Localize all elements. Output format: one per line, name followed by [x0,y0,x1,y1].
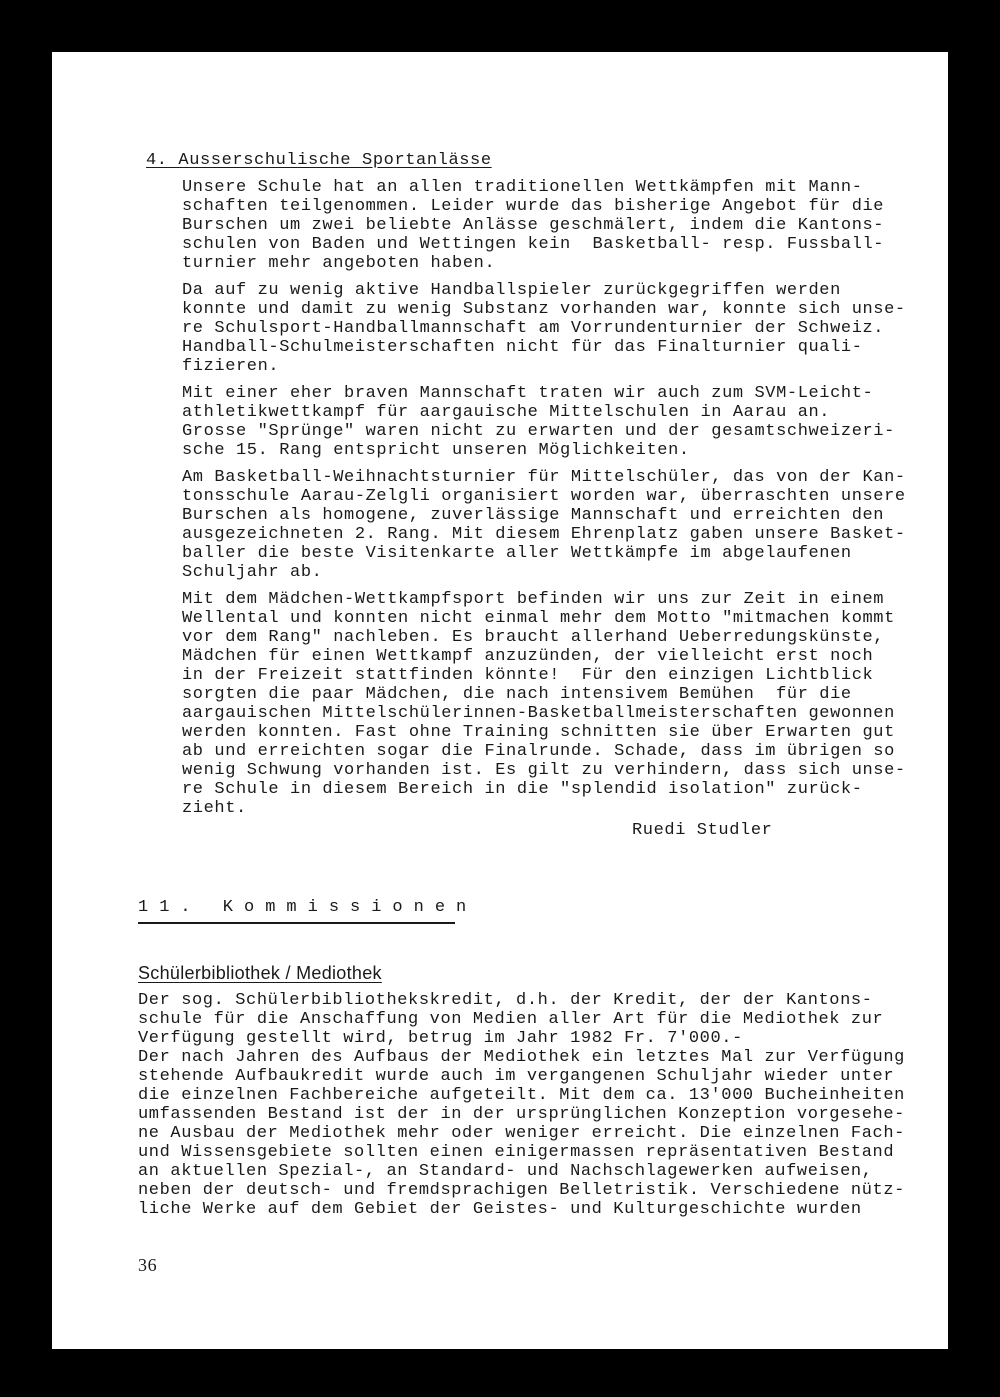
text-line: schule für die Anschaffung von Medien aller Art für die Mediothek zur [138,1010,884,1029]
text-line: tonsschule Aarau-Zelgli organisiert worden war, überraschten unsere [182,487,906,506]
text-line: vor dem Rang" nachleben. Es braucht allerhand Ueberredungskünste, [182,628,885,647]
text-line: turnier mehr angeboten haben. [182,254,496,273]
text-line: zieht. [182,799,247,818]
text-line: in der Freizeit stattfinden könnte! Für den einzigen Lichtblick [182,666,874,685]
text-line: sche 15. Rang entspricht unseren Möglichkeiten. [182,441,690,460]
text-line: konnte und damit zu wenig Substanz vorhanden war, konnte sich unse- [182,300,906,319]
text-line: liche Werke auf dem Gebiet der Geistes- und Kulturgeschichte wurden [138,1200,862,1219]
text-line: Der sog. Schülerbibliothekskredit, d.h. der Kredit, der der Kantons- [138,991,873,1010]
text-line: Schuljahr ab. [182,563,323,582]
text-line: und Wissensgebiete sollten einen einigermassen repräsentativen Bestand [138,1143,895,1162]
text-line: Handball-Schulmeisterschaften nicht für das Finalturnier quali- [182,338,863,357]
text-line: Mit dem Mädchen-Wettkampfsport befinden wir uns zur Zeit in einem [182,590,885,609]
mediothek-heading: Schülerbibliothek / Mediothek [138,963,382,983]
text-line: wenig Schwung vorhanden ist. Es gilt zu verhindern, dass sich unse- [182,761,906,780]
text-line: schaften teilgenommen. Leider wurde das bisherige Angebot für die [182,197,885,216]
text-line: re Schulsport-Handballmannschaft am Vorrundenturnier der Schweiz. [182,319,885,338]
author-signature: Ruedi Studler [632,821,773,840]
text-line: Der nach Jahren des Aufbaus der Mediothek ein letztes Mal zur Verfügung [138,1048,905,1067]
text-line: Unsere Schule hat an allen traditionellen Wettkämpfen mit Mann- [182,178,863,197]
text-line: Mädchen für einen Wettkampf anzuzünden, der vielleicht erst noch [182,647,874,666]
text-line: schulen von Baden und Wettingen kein Basketball- resp. Fussball- [182,235,885,254]
text-line: re Schule in diesem Bereich in die "splendid isolation" zurück- [182,780,863,799]
text-line: stehende Aufbaukredit wurde auch im vergangenen Schuljahr wieder unter [138,1067,895,1086]
section-11-heading: 11. Kommissionen [138,898,478,917]
text-line: Mit einer eher braven Mannschaft traten wir auch zum SVM-Leicht- [182,384,874,403]
text-line: Da auf zu wenig aktive Handballspieler zurückgegriffen werden [182,281,841,300]
text-line: Wellental und konnten nicht einmal mehr dem Motto "mitmachen kommt [182,609,895,628]
text-line: die einzelnen Fachbereiche aufgeteilt. Mit dem ca. 13'000 Bucheinheiten [138,1086,905,1105]
text-line: ne Ausbau der Mediothek mehr oder weniger erreicht. Die einzelnen Fach- [138,1124,905,1143]
text-line: umfassenden Bestand ist der in der ursprünglichen Konzeption vorgesehe- [138,1105,905,1124]
text-line: Burschen als homogene, zuverlässige Mannschaft und erreichten den [182,506,885,525]
text-line: ausgezeichneten 2. Rang. Mit diesem Ehrenplatz gaben unsere Basket- [182,525,906,544]
heading-rule [138,922,455,924]
text-line: fizieren. [182,357,280,376]
text-line: Burschen um zwei beliebte Anlässe geschmälert, indem die Kantons- [182,216,885,235]
page-number: 36 [138,1255,158,1275]
text-line: an aktuellen Spezial-, an Standard- und Nachschlagewerken aufweisen, [138,1162,873,1181]
text-line: Am Basketball-Weihnachtsturnier für Mittelschüler, das von der Kan- [182,468,906,487]
text-line: athletikwettkampf für aargauische Mittelschulen in Aarau an. [182,403,831,422]
text-line: baller die beste Visitenkarte aller Wettkämpfe im abgelaufenen [182,544,852,563]
text-line: ab und erreichten sogar die Finalrunde. Schade, dass im übrigen so [182,742,895,761]
text-line: Grosse "Sprünge" waren nicht zu erwarten und der gesamtschweizeri- [182,422,895,441]
text-line: sorgten die paar Mädchen, die nach intensivem Bemühen für die [182,685,852,704]
text-line: aargauischen Mittelschülerinnen-Basketballmeisterschaften gewonnen [182,704,895,723]
text-line: werden konnten. Fast ohne Training schnitten sie über Erwarten gut [182,723,895,742]
section-4-heading: 4. Ausserschulische Sportanlässe [146,151,492,170]
document-page [52,52,948,1349]
text-line: neben der deutsch- und fremdsprachigen Belletristik. Verschiedene nütz- [138,1181,905,1200]
text-line: Verfügung gestellt wird, betrug im Jahr 1982 Fr. 7'000.- [138,1029,743,1048]
